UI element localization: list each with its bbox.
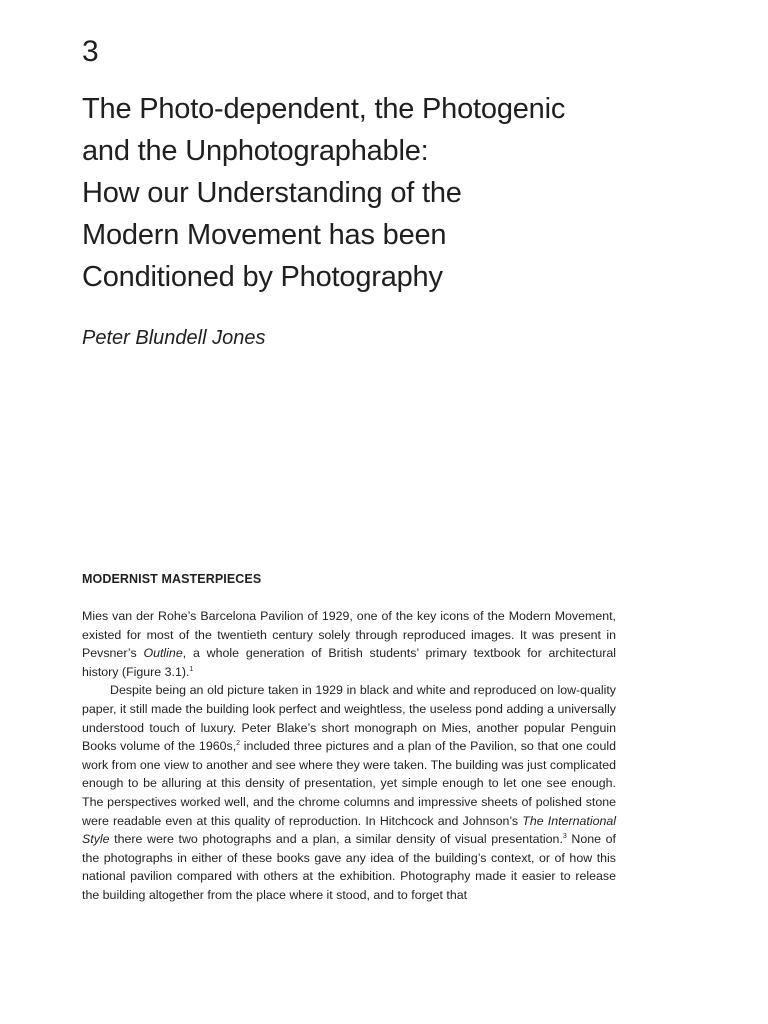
footnote-marker: 2: [236, 740, 241, 748]
chapter-title-line: How our Understanding of the: [82, 177, 462, 209]
chapter-number: 3: [82, 35, 99, 68]
author-name: Peter Blundell Jones: [82, 327, 266, 349]
footnote-marker: 3: [562, 833, 567, 840]
paragraph: Mies van der Rohe’s Barcelona Pavilion of 1929, one of the key icons of the Modern Movement, existed for most of the twentieth century solely through reproduced images. It was present in Pevsner’s Outline, a whole generation of British students’ primary textbook for architectural history (Figure 3.1).$^1$: [82, 609, 616, 679]
book-title-italic: The International Style: [82, 813, 616, 847]
chapter-title-line: Modern Movement has been: [82, 219, 447, 251]
paragraph: Despite being an old picture taken in 1929 in black and white and reproduced on low-quality paper, it still made the building look perfect and weightless, the useless pond adding a universally understood touch of luxury. Peter Blake’s short monograph on Mies, another popular Penguin Books volume of the 1960s,$^2$ included three pictures and a plan of the Pavilion, so that one could work from one view to another and see where they were taken. The building was just complicated enough to be alluring at this density of presentation, yet simple enough to let one see enough. The perspectives worked well, and the chrome columns and impressive sheets of polished stone were readable even at this quality of reproduction. In Hitchcock and Johnson’s The International Style there were two photographs and a plan, a similar density of visual presentation.$^3$ None of the photographs in either of these books gave any idea of the building’s context, or of how this national pavilion compared with others at the exhibition. Photography made it easier to release the building altogether from the place where it stood, and to forget that: [82, 683, 616, 902]
chapter-title: [82, 88, 642, 298]
chapter-title-line: and the Unphotographable:: [82, 135, 429, 167]
body-text: [82, 607, 616, 905]
footnote-marker: 1: [189, 665, 194, 673]
section-heading: MODERNIST MASTERPIECES: [82, 572, 262, 586]
book-title-italic: Outline: [143, 646, 183, 661]
chapter-title-line: The Photo-dependent, the Photogenic: [82, 93, 566, 125]
chapter-title-line: Conditioned by Photography: [82, 261, 443, 293]
